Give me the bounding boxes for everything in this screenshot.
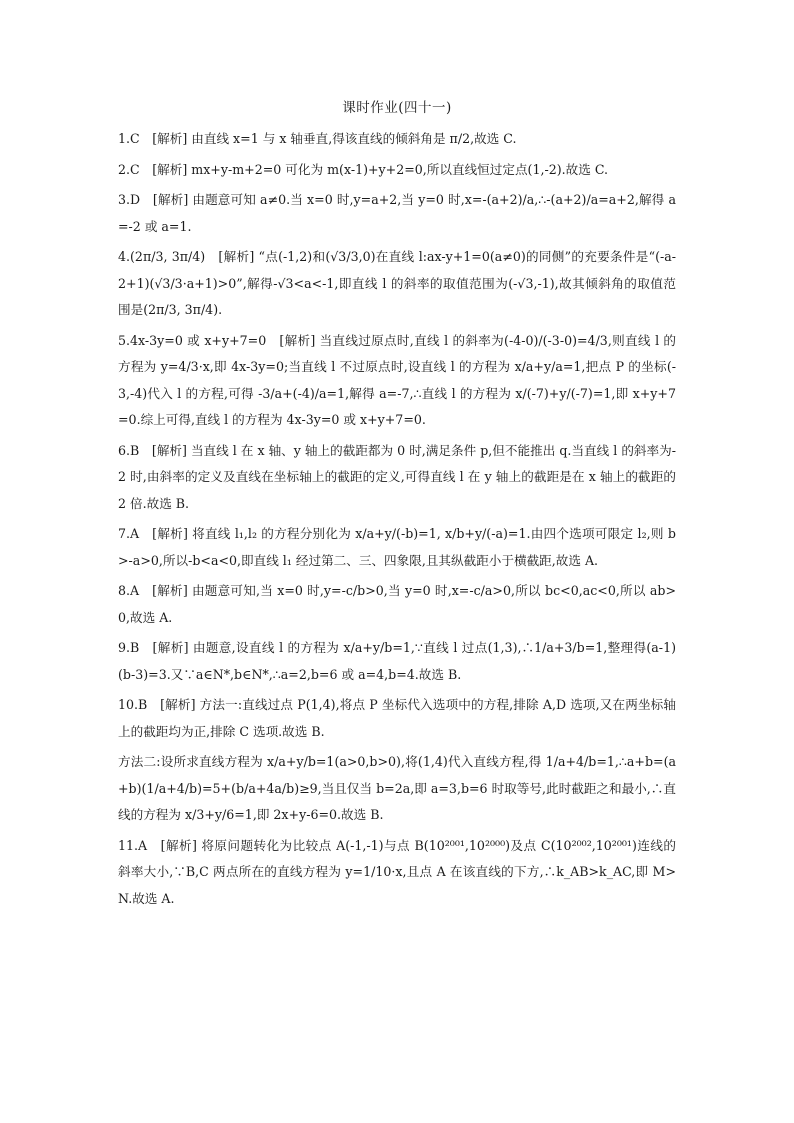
answer-10-method-2 [118,749,676,829]
answer-text: 方法二:设所求直线方程为 x/a+y/b=1(a>0,b>0),将(1,4)代入直线方程,得 1/a+4/b=1,∴a+b=(a+b)(1/a+4/b)=5+(b/a+4a/b)≥9,当且仅当 b=2a,即 a=3,b=6 时取等号,此时截距之和最小,∴直线的方程为 x/3+y/6=1,即 2x+y-6=0.故选 B. [118,754,676,822]
answer-text: 4.(2π/3, 3π/4) [解析] “点(-1,2)和(√3/3,0)在直线 l:ax-y+1=0(a≠0)的同侧”的充要条件是“(-a-2+1)(√3/3·a+1)>0”,解得-√3<a<-1,即直线 l 的斜率的取值范围为(-√3,-1),故其倾斜角的取值范围是(2π/3, 3π/4). [118,249,676,317]
answer-text: 10.B [解析] 方法一:直线过点 P(1,4),将点 P 坐标代入选项中的方程,排除 A,D 选项,又在两坐标轴上的截距均为正,排除 C 选项.故选 B. [118,697,676,739]
answer-text: 11.A [解析] 将原问题转化为比较点 A(-1,-1)与点 B(10²⁰⁰¹,10²⁰⁰⁰)及点 C(10²⁰⁰²,10²⁰⁰¹)连线的斜率大小,∵B,C 两点所在的直线方程为 y=1/10·x,且点 A 在该直线的下方,∴k_AB>k_AC,即 M>N.故选 A. [118,837,676,906]
answer-text: 6.B [解析] 当直线 l 在 x 轴、y 轴上的截距都为 0 时,满足条件 p,但不能推出 q.当直线 l 的斜率为-2 时,由斜率的定义及直线在坐标轴上的截距的定义,可得直线 l 在 y 轴上的截距是在 x 轴上的截距的 2 倍.故选 B. [118,442,676,511]
answer-5 [118,328,676,434]
answer-text: 3.D [解析] 由题意可知 a≠0.当 x=0 时,y=a+2,当 y=0 时,x=-(a+2)/a,∴-(a+2)/a=a+2,解得 a=-2 或 a=1. [118,192,676,234]
answer-3 [118,187,676,240]
answer-4 [118,244,676,324]
answer-10 [118,692,676,745]
answer-text: 2.C [解析] mx+y-m+2=0 可化为 m(x-1)+y+2=0,所以直线恒过定点(1,-2).故选 C. [118,161,609,177]
answer-6 [118,438,676,518]
answer-text: 1.C [解析] 由直线 x=1 与 x 轴垂直,得该直线的倾斜角是 π/2,故选 C. [118,131,517,146]
answer-1 [118,126,676,153]
answer-7 [118,521,676,574]
answer-text: 8.A [解析] 由题意可知,当 x=0 时,y=-c/b>0,当 y=0 时,x=-c/a>0,所以 bc<0,ac<0,所以 ab>0,故选 A. [118,583,676,625]
answer-text: 7.A [解析] 将直线 l₁,l₂ 的方程分别化为 x/a+y/(-b)=1, x/b+y/(-a)=1.由四个选项可限定 l₂,则 b>-a>0,所以-b<a<0,即直线 l₁ 经过第二、三、四象限,且其纵截距小于横截距,故选 A. [118,526,676,568]
page-title: 课时作业(四十一) [342,100,452,116]
answer-9 [118,635,676,688]
answer-text: 5.4x-3y=0 或 x+y+7=0 [解析] 当直线过原点时,直线 l 的斜率为(-4-0)/(-3-0)=4/3,则直线 l 的方程为 y=4/3·x,即 4x-3y=0;当直线 l 不过原点时,设直线 l 的方程为 x/a+y/a=1,把点 P 的坐标(-3,-4)代入 l 的方程,可得 -3/a+(-4)/a=1,解得 a=-7,∴直线 l 的方程为 x/(-7)+y/(-7)=1,即 x+y+7=0.综上可得,直线 l 的方程为 4x-3y=0 或 x+y+7=0. [118,332,676,427]
answer-8 [118,578,676,631]
answer-text: 9.B [解析] 由题意,设直线 l 的方程为 x/a+y/b=1,∵直线 l 过点(1,3),∴1/a+3/b=1,整理得(a-1)(b-3)=3.又∵a∈N*,b∈N*,∴a=2,b=6 或 a=4,b=4.故选 B. [118,640,676,682]
answer-2 [118,157,676,184]
answer-11 [118,833,676,913]
